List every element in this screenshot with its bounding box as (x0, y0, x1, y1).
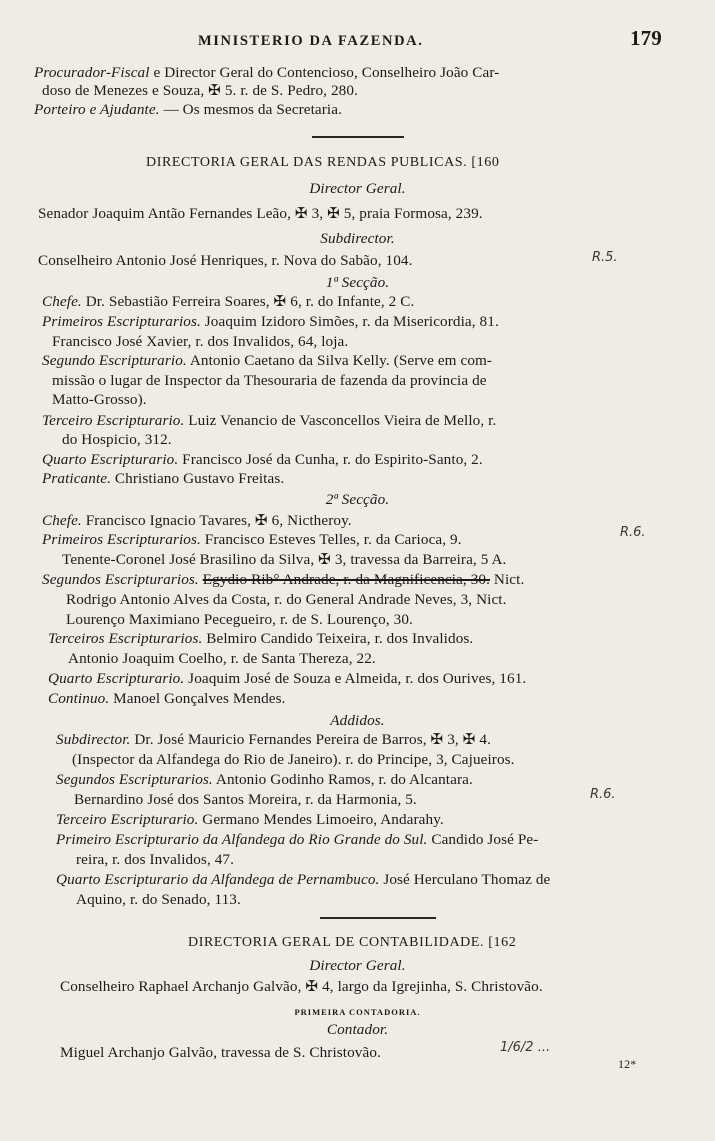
rendas-heading: DIRECTORIA GERAL DAS RENDAS PUBLICAS. [160 (146, 155, 500, 170)
secao1-title: 1ª Secção. (325, 274, 390, 291)
secao1-line: do Hospicio, 312. (62, 431, 172, 448)
secao1-line: Francisco José Xavier, r. dos Invalidos, 64, loja. (52, 333, 349, 350)
secao1-line: Segundo Escripturario. Antonio Caetano da Silva Kelly. (Serve em com- (42, 352, 493, 369)
contabilidade-heading: DIRECTORIA GERAL DE CONTABILIDADE. [162 (188, 935, 517, 950)
secao2-title: 2ª Secção. (325, 491, 390, 508)
addidos-line: reira, r. dos Invalidos, 47. (76, 851, 235, 868)
secao2-line: Primeiros Escripturarios. Francisco Esteves Telles, r. da Carioca, 9. (42, 531, 462, 548)
handwritten-note: 1/6/2 ... (500, 1040, 551, 1055)
intro-line-2: doso de Menezes e Souza, ✠ 5. r. de S. Pedro, 280. (42, 82, 358, 99)
secao2-line: Quarto Escripturario. Joaquim José de Souza e Almeida, r. dos Ourives, 161. (48, 670, 527, 687)
addidos-line: Bernardino José dos Santos Moreira, r. da Harmonia, 5. (74, 791, 417, 808)
addidos-line: Quarto Escripturario da Alfandega de Pernambuco. José Herculano Thomaz de (56, 871, 551, 888)
addidos-title: Addidos. (330, 712, 385, 729)
addidos-line: Segundos Escripturarios. Antonio Godinho Ramos, r. do Alcantara. (56, 771, 473, 788)
rendas-director-title: Director Geral. (309, 180, 406, 197)
intro-line-1: Procurador-Fiscal e Director Geral do Contencioso, Conselheiro João Car- (34, 64, 500, 81)
secao1-line: Primeiros Escripturarios. Joaquim Izidoro Simões, r. da Misericordia, 81. (42, 313, 499, 330)
primeira-contadoria-heading: PRIMEIRA CONTADORIA. (294, 1007, 421, 1017)
secao1-line: Chefe. Dr. Sebastião Ferreira Soares, ✠ 6, r. do Infante, 2 C. (42, 293, 415, 310)
struck-entry: Egydio Rib° Andrade, r. da Magnificencia, 30. (202, 571, 490, 588)
signature-mark: 12* (618, 1057, 637, 1071)
addidos-line: (Inspector da Alfandega do Rio de Janeiro). r. do Principe, 3, Cajueiros. (72, 751, 515, 768)
rendas-subdirector-line: Conselheiro Antonio José Henriques, r. Nova do Sabão, 104. (38, 252, 413, 269)
secao1-line: Praticante. Christiano Gustavo Freitas. (42, 470, 285, 487)
handwritten-note: R.6. (590, 787, 616, 802)
addidos-line: Aquino, r. do Senado, 113. (76, 891, 241, 908)
section-divider (312, 136, 404, 138)
handwritten-note: R.6. (620, 525, 646, 540)
handwritten-note: R.5. (592, 250, 618, 265)
contador-line: Miguel Archanjo Galvão, travessa de S. Christovão. (60, 1044, 381, 1061)
contador-title: Contador. (326, 1021, 389, 1038)
running-title: MINISTERIO DA FAZENDA. (198, 33, 424, 49)
intro-line-3: Porteiro e Ajudante. — Os mesmos da Secretaria. (34, 101, 342, 118)
rendas-director-line: Senador Joaquim Antão Fernandes Leão, ✠ 3, ✠ 5, praia Formosa, 239. (38, 205, 483, 222)
section-divider (320, 917, 436, 919)
secao2-line: Lourenço Maximiano Pecegueiro, r. de S. Lourenço, 30. (66, 611, 413, 628)
secao2-line: Antonio Joaquim Coelho, r. de Santa Thereza, 22. (68, 650, 376, 667)
secao1-line: Matto-Grosso). (52, 391, 147, 408)
secao2-line: Rodrigo Antonio Alves da Costa, r. do General Andrade Neves, 3, Nict. (66, 591, 507, 608)
contabilidade-director-line: Conselheiro Raphael Archanjo Galvão, ✠ 4, largo da Igrejinha, S. Christovão. (60, 978, 543, 995)
page-number: 179 (630, 26, 662, 50)
secao1-line: missão o lugar de Inspector da Thesouraria de fazenda da provincia de (52, 372, 487, 389)
addidos-line: Subdirector. Dr. José Mauricio Fernandes Pereira de Barros, ✠ 3, ✠ 4. (56, 731, 492, 748)
secao1-line: Quarto Escripturario. Francisco José da Cunha, r. do Espirito-Santo, 2. (42, 451, 483, 468)
secao1-line: Terceiro Escripturario. Luiz Venancio de Vasconcellos Vieira de Mello, r. (42, 412, 497, 429)
addidos-line: Terceiro Escripturario. Germano Mendes Limoeiro, Andarahy. (56, 811, 444, 828)
addidos-line: Primeiro Escripturario da Alfandega do Rio Grande do Sul. Candido José Pe- (56, 831, 539, 848)
secao2-line: Continuo. Manoel Gonçalves Mendes. (48, 690, 286, 707)
secao2-line: Terceiros Escripturarios. Belmiro Candido Teixeira, r. dos Invalidos. (48, 630, 474, 647)
rendas-subdirector-title: Subdirector. (320, 230, 395, 247)
secao2-line: Tenente-Coronel José Brasilino da Silva, ✠ 3, travessa da Barreira, 5 A. (62, 551, 507, 568)
secao2-line: Segundos Escripturarios. Egydio Rib° Andrade, r. da Magnificencia, 30. Nict. (42, 571, 525, 588)
contabilidade-director-title: Director Geral. (309, 957, 406, 974)
secao2-line: Chefe. Francisco Ignacio Tavares, ✠ 6, Nictheroy. (42, 512, 352, 529)
